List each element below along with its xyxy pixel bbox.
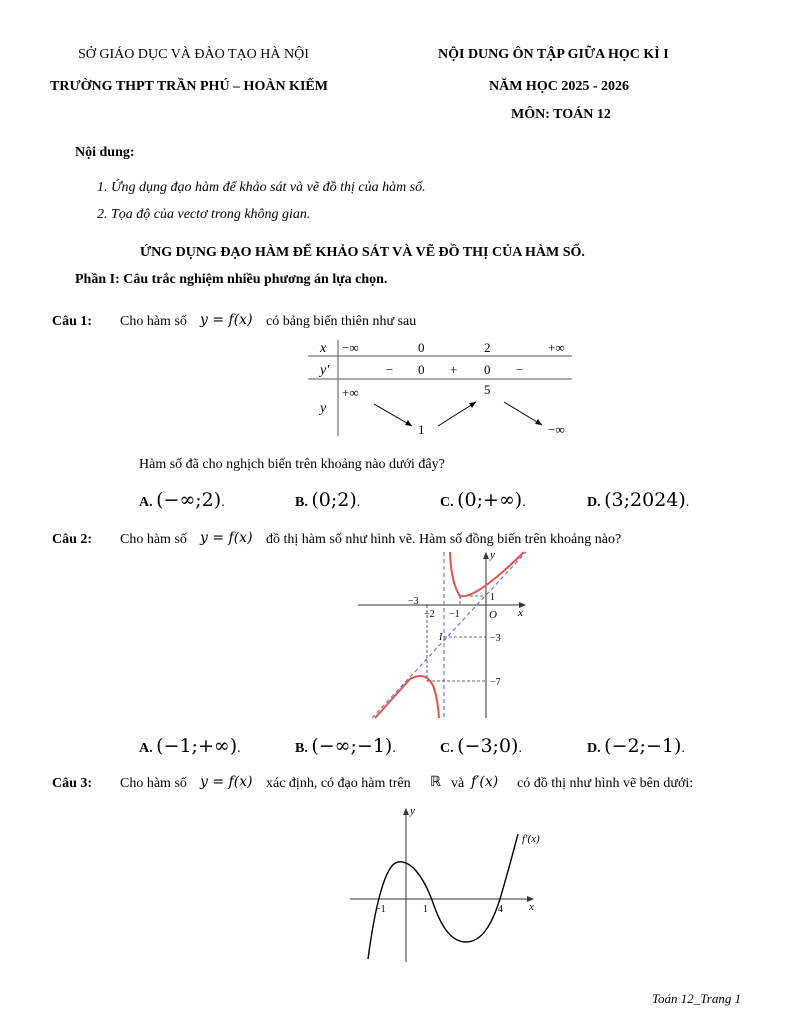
department-name: SỞ GIÁO DỤC VÀ ĐÀO TẠO HÀ NỘI	[78, 47, 309, 62]
school-name: TRƯỜNG THPT TRẦN PHÚ – HOÀN KIẾM	[50, 79, 328, 94]
option-value: (0;+∞)	[457, 489, 523, 511]
option-end: .	[221, 495, 225, 510]
q2-tick-neg3-y: −3	[490, 633, 501, 644]
section-title: ỨNG DỤNG ĐẠO HÀM ĐỂ KHẢO SÁT VÀ VẼ ĐỒ THỊ CỦA HÀM SỐ.	[140, 245, 585, 260]
table-x-2: 2	[484, 340, 491, 355]
table-x-neginf: −∞	[342, 340, 359, 355]
table-yp-label: y′	[320, 363, 330, 378]
q1-text-after: có bảng biến thiên như sau	[266, 314, 417, 329]
table-y-label: y	[320, 401, 327, 416]
q3-y-label: y	[410, 805, 415, 817]
option-end: .	[392, 741, 396, 756]
q3-and: và	[451, 776, 465, 791]
q2-option-c[interactable]	[440, 735, 522, 757]
table-yp-sign-2: +	[450, 362, 458, 377]
school-year: NĂM HỌC 2025 - 2026	[489, 79, 629, 94]
option-end: .	[522, 495, 526, 510]
q2-graph	[350, 548, 540, 722]
option-label: C.	[440, 495, 454, 510]
q3-deriv: f′(x)	[471, 774, 499, 790]
content-heading: Nội dung:	[75, 145, 135, 160]
option-value: (−1;+∞)	[156, 735, 238, 757]
q1-option-b[interactable]	[295, 489, 360, 511]
q2-curve-left-branch	[375, 676, 439, 718]
q2-tick-neg1: −1	[449, 609, 460, 620]
content-item-1: 1. Ứng dụng đạo hàm để khảo sát và vẽ đồ thị của hàm số.	[97, 180, 426, 195]
option-end: .	[518, 741, 522, 756]
table-y-max: 5	[484, 382, 491, 397]
table-yp-zero-1: 0	[418, 362, 425, 377]
option-label: D.	[587, 741, 601, 756]
option-label: A.	[139, 741, 153, 756]
q3-curve-label: f′(x)	[522, 833, 540, 845]
q1-text-before: Cho hàm số	[120, 314, 187, 329]
q3-set-r: ℝ	[430, 774, 442, 790]
option-value: (−2;−1)	[604, 735, 682, 757]
option-end: .	[356, 495, 361, 510]
q1-func: y = f(x)	[200, 312, 253, 328]
doc-title: NỘI DUNG ÔN TẬP GIỮA HỌC KÌ I	[438, 47, 669, 62]
table-arrowhead-3	[535, 419, 542, 425]
option-label: C.	[440, 741, 454, 756]
q3-tick-neg1: −1	[375, 904, 386, 915]
q2-y-arrow	[483, 552, 489, 559]
content-item-2: 2. Tọa độ của vectơ trong không gian.	[97, 207, 311, 222]
q1-option-a[interactable]	[139, 489, 225, 511]
q1-option-d[interactable]	[587, 489, 689, 511]
q1-option-c[interactable]	[440, 489, 526, 511]
option-label: B.	[295, 741, 308, 756]
option-end: .	[237, 741, 241, 756]
q3-x-label: x	[529, 901, 534, 913]
q2-tick-neg3: −3	[408, 596, 419, 607]
q3-text-mid: xác định, có đạo hàm trên	[266, 776, 411, 791]
table-arrow-down-2	[504, 402, 542, 425]
table-x-label: x	[320, 341, 327, 356]
table-y-posinf: +∞	[342, 385, 359, 400]
table-x-posinf: +∞	[548, 340, 565, 355]
q3-graph	[342, 804, 552, 966]
table-arrowhead-2	[469, 402, 476, 408]
table-arrow-up	[438, 402, 476, 426]
table-arrow-down-1	[374, 404, 412, 426]
option-label: D.	[587, 495, 601, 510]
option-end: .	[685, 495, 690, 510]
q2-tick-neg2: −2	[424, 609, 435, 620]
q3-func: y = f(x)	[200, 774, 253, 790]
table-yp-zero-2: 0	[484, 362, 491, 377]
variation-table	[300, 336, 590, 444]
q3-text-before: Cho hàm số	[120, 776, 187, 791]
page-footer: Toán 12_Trang 1	[652, 991, 742, 1006]
table-y-min: 1	[418, 422, 425, 437]
option-value: (−∞;−1)	[311, 735, 393, 757]
q2-option-b[interactable]	[295, 735, 396, 757]
q3-tick-1: 1	[423, 904, 428, 915]
q2-func: y = f(x)	[200, 530, 253, 546]
q3-derivative-curve	[368, 834, 518, 959]
q1-question: Hàm số đã cho nghịch biến trên khoảng nào dưới đây?	[139, 457, 445, 472]
table-y-neginf: −∞	[548, 422, 565, 437]
table-x-0: 0	[418, 340, 425, 355]
q2-y-label: y	[490, 549, 495, 561]
q2-origin-label: O	[489, 609, 497, 621]
q3-y-arrow	[403, 808, 409, 815]
q2-option-d[interactable]	[587, 735, 685, 757]
q3-tick-4: 4	[498, 904, 503, 915]
option-value: (0;2)	[311, 489, 357, 511]
q3-label: Câu 3:	[52, 776, 93, 791]
q2-x-label: x	[518, 607, 523, 619]
subject: MÔN: TOÁN 12	[511, 107, 611, 122]
q2-option-a[interactable]	[139, 735, 241, 757]
q3-text-after: có đồ thị như hình vẽ bên dưới:	[517, 776, 694, 791]
q2-point-label: I	[439, 632, 443, 643]
option-value: (−∞;2)	[156, 489, 222, 511]
option-value: (3;2024)	[604, 489, 686, 511]
option-label: B.	[295, 495, 308, 510]
option-value: (−3;0)	[457, 735, 519, 757]
table-yp-sign-3: −	[516, 362, 524, 377]
table-yp-sign-1: −	[386, 362, 394, 377]
q2-oblique-asymptote	[372, 552, 526, 718]
option-end: .	[681, 741, 685, 756]
q2-tick-1: 1	[490, 592, 495, 603]
part-title: Phần I: Câu trắc nghiệm nhiều phương án lựa chọn.	[75, 272, 388, 287]
option-label: A.	[139, 495, 153, 510]
q2-text-before: Cho hàm số	[120, 532, 187, 547]
q2-tick-neg7: −7	[490, 677, 501, 688]
q2-label: Câu 2:	[52, 532, 93, 547]
q2-text-after: đồ thị hàm số như hình vẽ. Hàm số đồng biến trên khoảng nào?	[266, 532, 622, 547]
q1-label: Câu 1:	[52, 314, 93, 329]
